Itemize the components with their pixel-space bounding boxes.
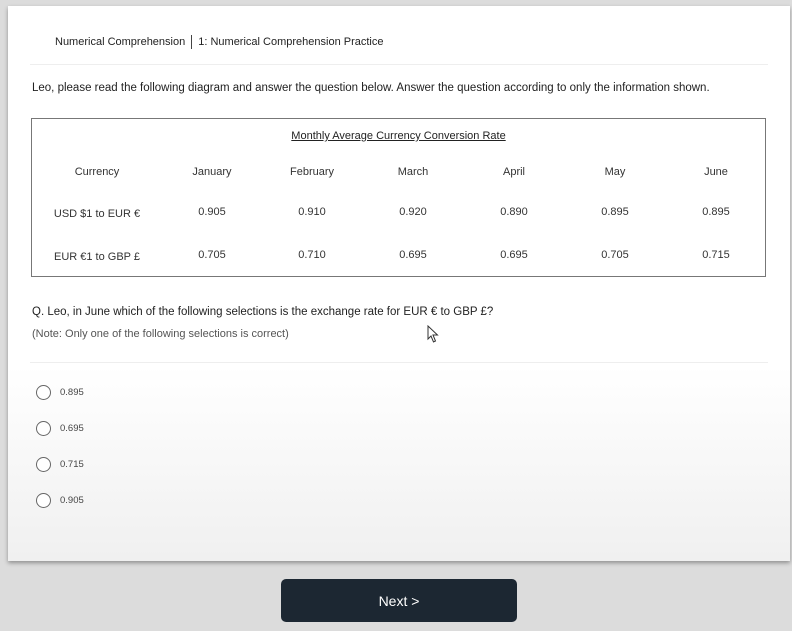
option-4[interactable]	[36, 493, 84, 508]
option-label: 0.715	[60, 459, 84, 470]
option-3[interactable]	[36, 457, 84, 472]
breadcrumb	[55, 35, 383, 49]
radio-button[interactable]	[36, 457, 51, 472]
option-label: 0.895	[60, 387, 84, 398]
table-cell: 0.705	[198, 249, 226, 261]
header-divider	[30, 64, 768, 65]
table-cell: 0.920	[399, 206, 427, 218]
table-cell: 0.695	[399, 249, 427, 261]
column-header: April	[502, 166, 525, 178]
column-header: Currency	[74, 166, 120, 178]
table-title: Monthly Average Currency Conversion Rate	[291, 130, 506, 142]
radio-button[interactable]	[36, 421, 51, 436]
mouse-cursor-icon	[427, 325, 439, 343]
radio-button[interactable]	[36, 385, 51, 400]
row-label: EUR €1 to GBP £	[53, 251, 140, 263]
question-card	[8, 6, 790, 561]
column-header: June	[704, 166, 728, 178]
table-cell: 0.895	[601, 206, 629, 218]
row-label: USD $1 to EUR €	[53, 208, 141, 220]
table-cell: 0.905	[198, 206, 226, 218]
next-button[interactable]: Next >	[281, 579, 517, 622]
options-divider	[30, 362, 768, 363]
table-cell: 0.890	[500, 206, 528, 218]
column-header: January	[192, 166, 232, 178]
column-header: February	[289, 166, 335, 178]
radio-button[interactable]	[36, 493, 51, 508]
currency-table	[31, 118, 766, 277]
column-header: March	[397, 166, 429, 178]
table-cell: 0.710	[298, 249, 326, 261]
table-cell: 0.910	[298, 206, 326, 218]
table-cell: 0.695	[500, 249, 528, 261]
breadcrumb-title: 1: Numerical Comprehension Practice	[198, 36, 384, 48]
breadcrumb-divider	[191, 35, 192, 49]
table-cell: 0.705	[601, 249, 629, 261]
instruction-text: Leo, please read the following diagram and answer the question below. Answer the question according to only the information shown.	[32, 82, 710, 94]
option-label: 0.905	[60, 495, 84, 506]
option-1[interactable]	[36, 385, 84, 400]
option-label: 0.695	[60, 423, 84, 434]
breadcrumb-section: Numerical Comprehension	[55, 36, 186, 48]
table-cell: 0.715	[702, 249, 730, 261]
option-2[interactable]	[36, 421, 84, 436]
table-cell: 0.895	[702, 206, 730, 218]
column-header: May	[604, 166, 626, 178]
question-text: Q. Leo, in June which of the following selections is the exchange rate for EUR € to GBP £?	[32, 306, 494, 318]
question-note: (Note: Only one of the following selections is correct)	[32, 328, 289, 340]
